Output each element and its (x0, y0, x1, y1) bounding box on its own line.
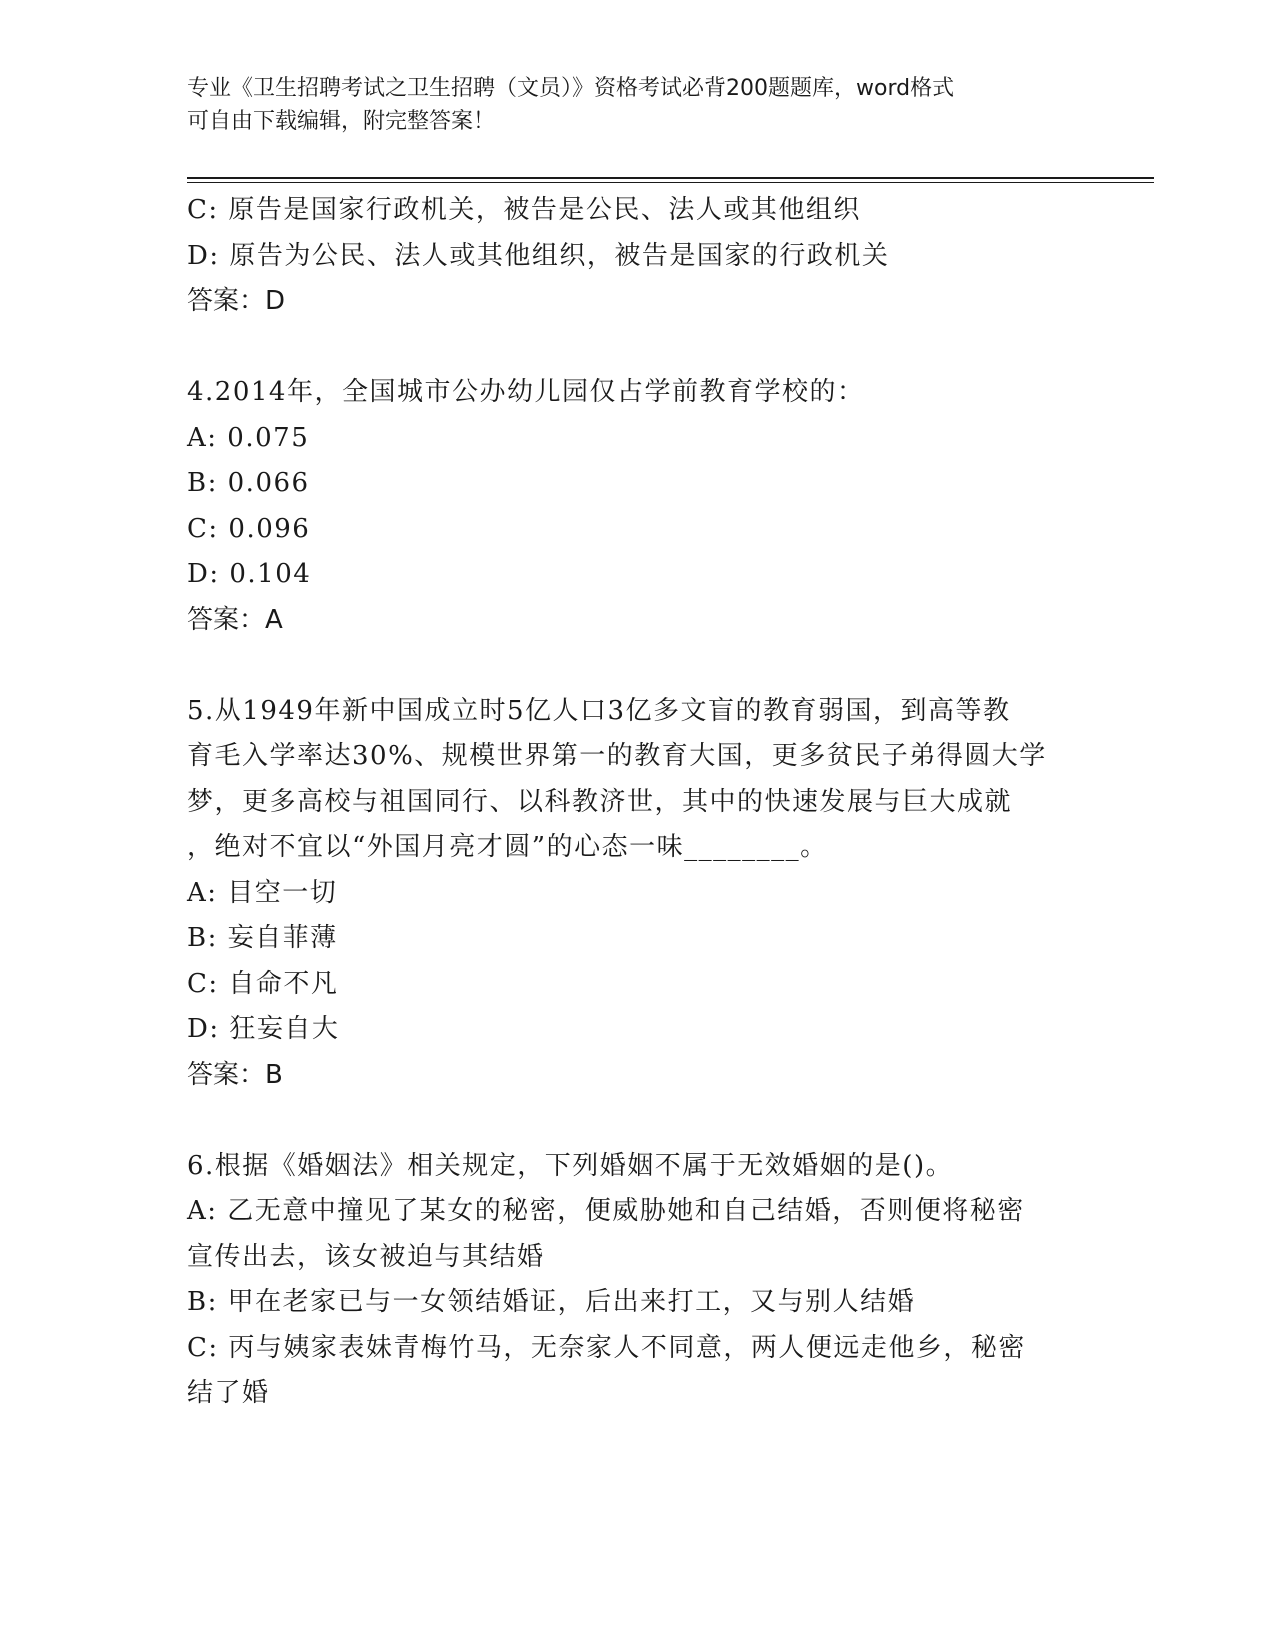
header-rule-thin (187, 182, 1154, 183)
spacer (187, 325, 1087, 371)
option-d: D: 0.104 (187, 559, 312, 589)
question-6 (187, 1144, 1087, 1417)
option-c: C: 原告是国家行政机关，被告是公民、法人或其他组织 (187, 195, 861, 225)
option-a: A: 目空一切 (187, 877, 338, 908)
option-a-line-2: 宣传出去，该女被迫与其结婚 (187, 1241, 545, 1272)
option-c-line-1: C: 丙与姨家表妹青梅竹马，无奈家人不同意，两人便远走他乡，秘密 (187, 1332, 1026, 1363)
document-header (187, 72, 1077, 138)
option-a-line-1: A: 乙无意中撞见了某女的秘密，便威胁她和自己结婚，否则便将秘密 (187, 1196, 1025, 1226)
question-stem-line-4: ，绝对不宜以“外国月亮才圆”的心态一味________。 (187, 832, 828, 862)
spacer (187, 1098, 1087, 1144)
question-4 (187, 370, 1087, 643)
spacer (187, 643, 1087, 689)
option-b: B: 甲在老家已与一女领结婚证，后出来打工，又与别人结婚 (187, 1287, 916, 1317)
question-stem: 6.根据《婚姻法》相关规定，下列婚姻不属于无效婚姻的是()。 (187, 1150, 954, 1181)
question-list (187, 188, 1087, 1417)
question-stem-line-1: 5.从1949年新中国成立时5亿人口3亿多文盲的教育弱国，到高等教 (187, 695, 1011, 726)
question-5 (187, 689, 1087, 1099)
question-stem: 4.2014年，全国城市公办幼儿园仅占学前教育学校的： (187, 377, 865, 407)
answer-label: 答案：B (187, 1059, 283, 1090)
header-line-2: 可自由下载编辑，附完整答案！ (187, 109, 496, 134)
option-d: D: 原告为公民、法人或其他组织，被告是国家的行政机关 (187, 240, 890, 271)
header-line-1: 专业《卫生招聘考试之卫生招聘（文员）》资格考试必背200题题库，word格式 (187, 76, 955, 101)
question-stem-line-3: 梦，更多高校与祖国同行、以科教济世，其中的快速发展与巨大成就 (187, 786, 1013, 817)
option-b: B: 0.066 (187, 468, 310, 498)
answer-label: 答案：D (187, 286, 286, 316)
question-3 (187, 188, 1087, 325)
option-c: C: 自命不凡 (187, 968, 339, 999)
header-rule-thick (187, 177, 1154, 179)
option-a: A: 0.075 (187, 422, 310, 453)
option-c: C: 0.096 (187, 513, 311, 544)
option-b: B: 妄自菲薄 (187, 923, 338, 953)
answer-label: 答案：A (187, 604, 283, 635)
option-c-line-2: 结了婚 (187, 1378, 270, 1408)
question-stem-line-2: 育毛入学率达30%、规模世界第一的教育大国，更多贫民子弟得圆大学 (187, 741, 1047, 771)
option-d: D: 狂妄自大 (187, 1014, 340, 1044)
